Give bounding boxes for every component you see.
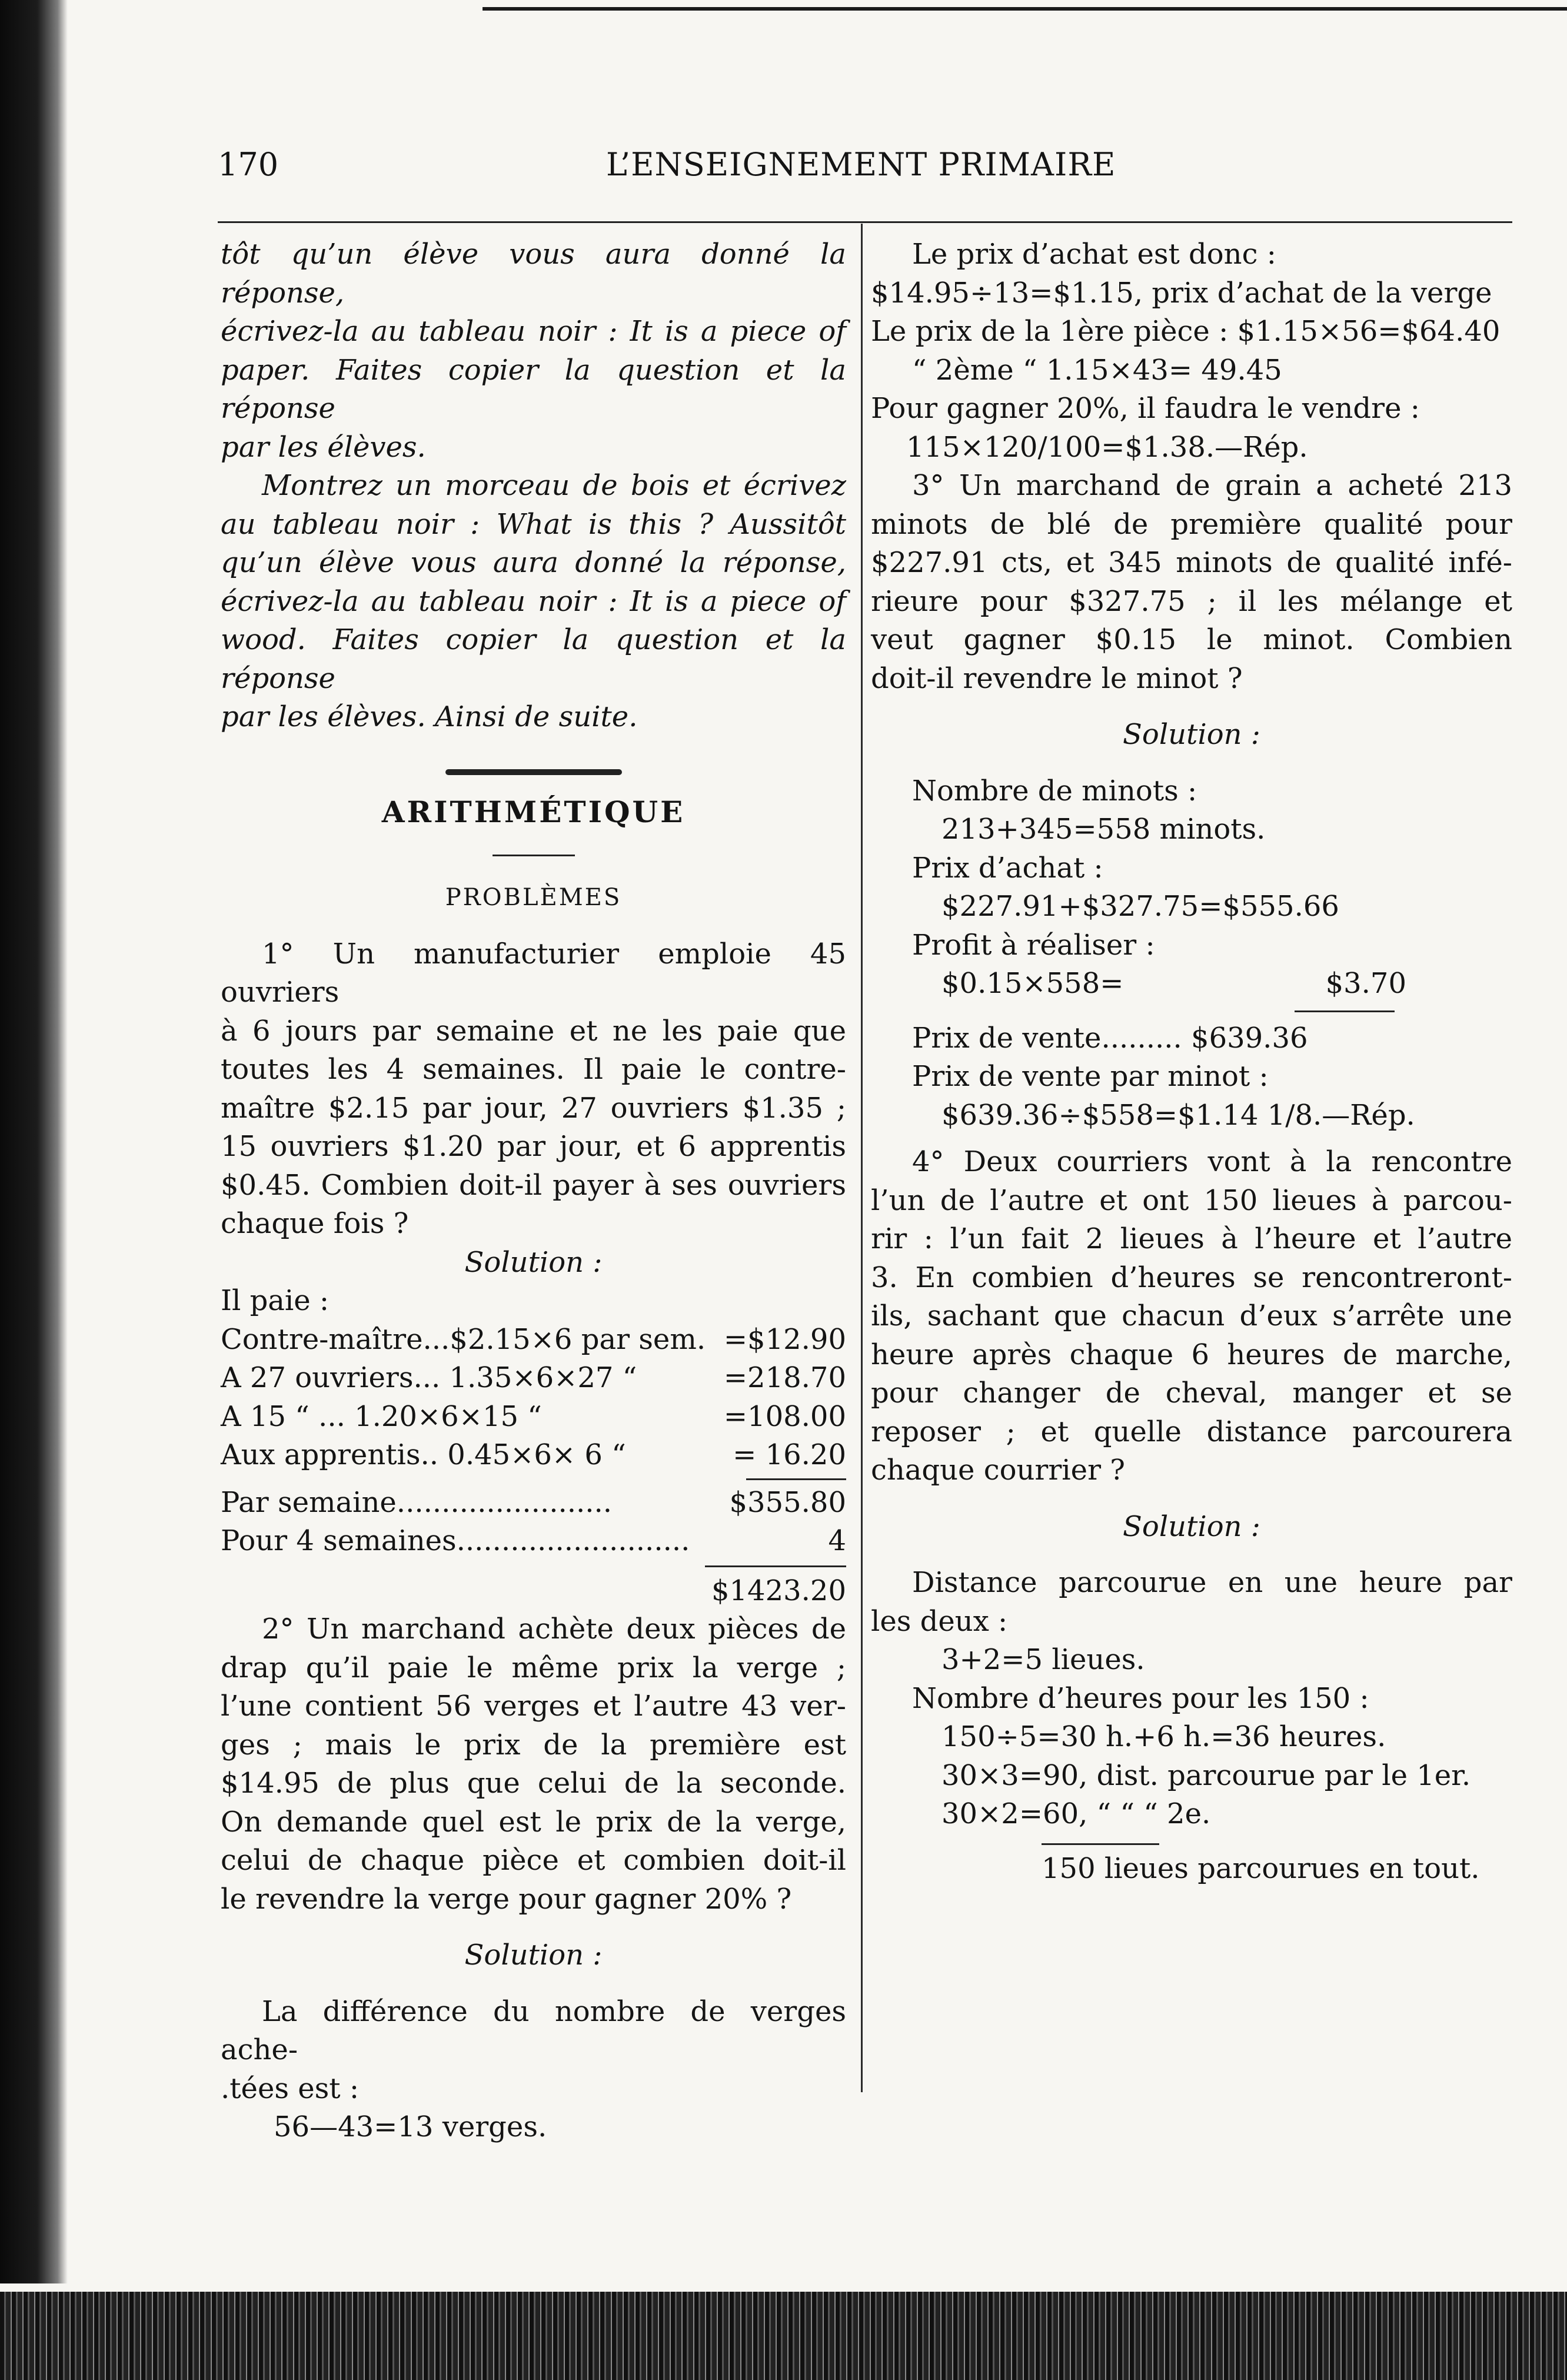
left-column xyxy=(221,235,846,2147)
distance-rule xyxy=(1042,1843,1159,1845)
column-divider xyxy=(861,224,863,2092)
problem-4-line: l’un de l’autre et ont 150 lieues à parcou- xyxy=(871,1184,1512,1217)
four-week-value: 4 xyxy=(828,1524,846,1557)
weekly-total-row xyxy=(221,1484,846,1523)
intro-line: qu’un élève vous aura donné la réponse, xyxy=(221,546,846,579)
ornament-rule xyxy=(445,769,622,775)
intro-line: au tableau noir : What is this ? Aussitôt xyxy=(221,507,846,541)
calc-label: Aux apprentis.. 0.45×6× 6 “ xyxy=(221,1438,626,1471)
problem-3-line: 3° Un marchand de grain a acheté 213 xyxy=(912,469,1512,502)
spacer xyxy=(221,1919,846,1936)
section-title: ARITHMÉTIQUE xyxy=(381,794,686,829)
weekly-total-value: $355.80 xyxy=(729,1485,846,1519)
distance-line: les deux : xyxy=(871,1604,1008,1638)
problem-3-line: rieure pour $327.75 ; il les mélange et xyxy=(871,584,1512,618)
problem-1-line: maître $2.15 par jour, 27 ouvriers $1.35 ; xyxy=(221,1091,846,1125)
problem-4-line: 4° Deux courriers vont à la rencontre xyxy=(912,1145,1512,1178)
problem-3-solution-line: Prix d’achat : xyxy=(912,851,1103,885)
intro-line: Montrez un morceau de bois et écrivez xyxy=(262,469,846,502)
problem-4-solution-line: Nombre d’heures pour les 150 : xyxy=(912,1681,1369,1715)
problem-4-line: rir : l’un fait 2 lieues à l’heure et l’autre xyxy=(871,1222,1512,1255)
spacer xyxy=(871,1546,1512,1564)
problem-4-line: 3. En combien d’heures se rencontreront- xyxy=(871,1261,1512,1294)
problem-1-line: 1° Un manufacturier emploie 45 ouvriers xyxy=(221,937,846,1009)
solution-label: Solution : xyxy=(1123,1510,1260,1543)
problem-4-line: reposer ; et quelle distance parcourera xyxy=(871,1415,1512,1448)
problem-2-cont-line: $14.95÷13=$1.15, prix d’achat de la verge xyxy=(871,276,1492,310)
problem-2-line: 2° Un marchand achète deux pièces de xyxy=(262,1613,846,1646)
problem-4-line: pour changer de cheval, manger et se xyxy=(871,1377,1512,1410)
intro-line: tôt qu’un élève vous aura donné la réponse, xyxy=(221,238,846,310)
problem-2-line: On demande quel est le prix de la verge, xyxy=(221,1805,846,1839)
header-rule xyxy=(218,221,1512,223)
calc-label: Contre-maître...$2.15×6 par sem. xyxy=(221,1322,706,1356)
calc-row xyxy=(221,1359,846,1398)
intro-line: paper. Faites copier la question et la réponse xyxy=(221,353,846,425)
spacer xyxy=(221,918,846,935)
solution-label: Solution : xyxy=(1123,718,1260,751)
intro-line: wood. Faites copier la question et la réponse xyxy=(221,623,846,695)
calc-row xyxy=(221,1321,846,1359)
problem-3-line: $227.91 cts, et 345 minots de qualité infé- xyxy=(871,546,1512,579)
problem-1-line: toutes les 4 semaines. Il paie le contre- xyxy=(221,1053,846,1086)
calc-row xyxy=(221,1398,846,1437)
sale-price: Prix de vente......... $639.36 xyxy=(912,1021,1308,1055)
right-column xyxy=(871,235,1512,1888)
problem-4-solution-line: 150÷5=30 h.+6 h.=36 heures. xyxy=(941,1720,1386,1753)
sale-price-per-minot: Prix de vente par minot : xyxy=(912,1060,1269,1093)
grand-total: $1423.20 xyxy=(711,1574,846,1607)
problem-2-line: le revendre la verge pour gagner 20% ? xyxy=(221,1882,792,1916)
difference-calc: 56—43=13 verges. xyxy=(274,2110,547,2143)
spacer xyxy=(871,1490,1512,1508)
difference-line: La différence du nombre de verges ache- xyxy=(221,1995,846,2066)
calc-row xyxy=(221,1436,846,1475)
problem-4-line: heure après chaque 6 heures de marche, xyxy=(871,1338,1512,1371)
four-week-row xyxy=(221,1522,846,1561)
problem-2-line: drap qu’il paie le même prix la verge ; xyxy=(221,1651,846,1684)
calc-value: = 16.20 xyxy=(733,1438,846,1471)
problem-1-line: à 6 jours par semaine et ne les paie que xyxy=(221,1014,846,1048)
calc-value: =108.00 xyxy=(723,1400,846,1433)
problem-4-solution-line: 3+2=5 lieues. xyxy=(941,1643,1145,1676)
profit-value: $3.70 xyxy=(1325,967,1406,1000)
sale-price-answer: $639.36÷$558=$1.14 1/8.—Rép. xyxy=(941,1098,1415,1132)
subsection-title: PROBLÈMES xyxy=(445,884,622,911)
problem-2-answer: 115×120/100=$1.38.—Rép. xyxy=(906,430,1308,464)
problem-1-line: 15 ouvriers $1.20 par jour, et 6 apprentis xyxy=(221,1130,846,1163)
problem-3-line: minots de blé de première qualité pour xyxy=(871,507,1512,541)
problem-2-cont-line: “ 2ème “ 1.15×43= 49.45 xyxy=(912,353,1282,387)
total-rule xyxy=(705,1565,846,1567)
scan-left-edge xyxy=(0,0,68,2283)
sum-rule xyxy=(746,1478,846,1480)
problem-3-solution-line: $227.91+$327.75=$555.66 xyxy=(941,890,1339,923)
intro-line: écrivez-la au tableau noir : It is a piece of xyxy=(221,315,846,348)
problem-4-total: 150 lieues parcourues en tout. xyxy=(1042,1852,1480,1885)
il-paie-label: Il paie : xyxy=(221,1284,330,1317)
problem-1-line: $0.45. Combien doit-il payer à ses ouvriers xyxy=(221,1168,846,1202)
spacer xyxy=(871,1135,1512,1143)
problem-2-line: l’une contient 56 verges et l’autre 43 ver- xyxy=(221,1690,846,1723)
problem-3-line: doit-il revendre le minot ? xyxy=(871,662,1243,695)
difference-line: .tées est : xyxy=(221,2072,360,2105)
problem-4-line: chaque courrier ? xyxy=(871,1454,1125,1487)
problem-4-solution-line: 30×3=90, dist. parcourue par le 1er. xyxy=(941,1759,1471,1792)
spacer xyxy=(221,1975,846,1993)
problem-2-cont-line: Le prix de la 1ère pièce : $1.15×56=$64.40 xyxy=(871,315,1501,348)
profit-label: $0.15×558= xyxy=(941,967,1124,1000)
page-header xyxy=(218,146,1512,193)
problem-3-solution-line: 213+345=558 minots. xyxy=(941,813,1266,846)
four-week-label: Pour 4 semaines.......................... xyxy=(221,1524,690,1557)
section-rule xyxy=(493,855,575,856)
problem-2-cont-line: Pour gagner 20%, il faudra le vendre : xyxy=(871,392,1420,425)
calc-label: A 15 “ ... 1.20×6×15 “ xyxy=(221,1400,542,1433)
page-number: 170 xyxy=(218,146,279,183)
intro-line: par les élèves. xyxy=(221,430,426,464)
distance-line: Distance parcourue en une heure par xyxy=(912,1566,1512,1599)
problem-4-line: ils, sachant que chacun d’eux s’arrête une xyxy=(871,1299,1512,1332)
problem-2-cont-line: Le prix d’achat est donc : xyxy=(912,238,1276,271)
solution-label: Solution : xyxy=(464,1245,603,1279)
problem-2-line: ges ; mais le prix de la première est xyxy=(221,1728,846,1761)
problem-4-solution-line: 30×2=60, “ “ “ 2e. xyxy=(941,1797,1211,1830)
calc-label: A 27 ouvriers... 1.35×6×27 “ xyxy=(221,1361,637,1394)
problem-3-line: veut gagner $0.15 le minot. Combien xyxy=(871,623,1512,656)
calc-value: =$12.90 xyxy=(723,1322,846,1356)
profit-row xyxy=(941,965,1406,1003)
problem-2-line: celui de chaque pièce et combien doit-il xyxy=(221,1844,846,1877)
weekly-total-label: Par semaine........................ xyxy=(221,1485,612,1519)
calc-value: =218.70 xyxy=(723,1361,846,1394)
problem-3-solution-line: Nombre de minots : xyxy=(912,774,1197,807)
solution-label: Solution : xyxy=(464,1939,603,1972)
problem-2-line: $14.95 de plus que celui de la seconde. xyxy=(221,1767,846,1800)
spacer xyxy=(871,754,1512,772)
intro-line: par les élèves. Ainsi de suite. xyxy=(221,700,638,733)
spacer xyxy=(871,698,1512,716)
profit-rule xyxy=(1295,1010,1395,1012)
problem-3-solution-line: Profit à réaliser : xyxy=(912,928,1155,962)
scan-bottom-edge xyxy=(0,2292,1567,2380)
running-head: L’ENSEIGNEMENT PRIMAIRE xyxy=(606,146,1116,183)
problem-1-line: chaque fois ? xyxy=(221,1207,409,1240)
top-rule xyxy=(483,7,1567,11)
intro-line: écrivez-la au tableau noir : It is a piece of xyxy=(221,584,846,618)
